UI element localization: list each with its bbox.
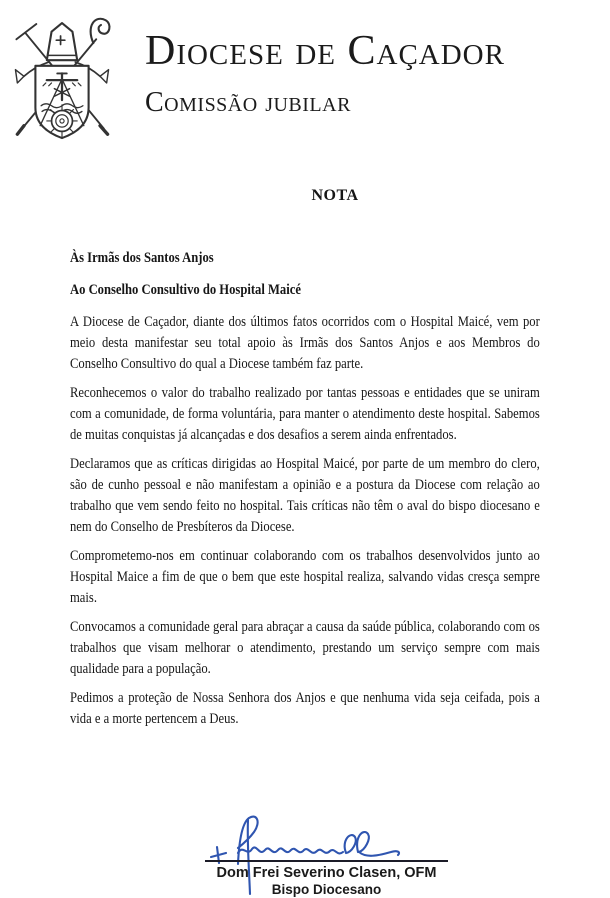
nota-heading: NOTA: [311, 187, 359, 204]
page-title: Diocese de Caçador: [145, 28, 505, 74]
paragraph: Comprometemo-nos em continuar colaborando com os trabalhos desenvolvidos junto ao Hospital Maice a fim de que o bem que este hospital realiza, salvando vidas cresça sempre mais.: [70, 548, 540, 606]
letterhead: [5, 8, 505, 156]
addressee-line: Ao Conselho Consultivo do Hospital Maicé: [70, 282, 301, 298]
paragraph: A Diocese de Caçador, diante dos últimos fatos ocorridos com o Hospital Maicé, vem por meio desta manifestar seu total apoio às Irmãs dos Santos Anjos e aos Membros do Conselho Consultivo do qual a Diocese também faz parte.: [70, 314, 540, 372]
addressee-line: Às Irmãs dos Santos Anjos: [70, 250, 214, 266]
paragraph: Pedimos a proteção de Nossa Senhora dos Anjos e que nenhuma vida seja ceifada, pois a vida e a morte pertencem a Deus.: [70, 690, 540, 727]
signatory-name: Dom Frei Severino Clasen, OFM: [216, 865, 437, 881]
paragraph: Reconhecemos o valor do trabalho realizado por tantas pessoas e entidades que se uniram com a comunidade, de forma voluntária, para manter o atendimento deste hospital. Sabemos de muitas conquistas já alcançadas e dos desafios a serem ainda enfrentados.: [70, 385, 540, 443]
episcopal-coat-of-arms-icon: [5, 8, 119, 156]
page-subtitle: Comissão jubilar: [145, 87, 351, 119]
signature-block: [205, 812, 448, 898]
letter-body: [70, 248, 540, 738]
letterhead-titles: [145, 8, 505, 156]
handwritten-signature-icon: [205, 812, 448, 864]
signatory-role: Bispo Diocesano: [271, 882, 382, 897]
paragraph: Declaramos que as críticas dirigidas ao Hospital Maicé, por parte de um membro do clero, são de cunho pessoal e não manifestam a opinião e a postura da Diocese com relação ao trabalho que vem sendo feito no hospital. Tais críticas não têm o aval do bispo diocesano e nem do Conselho de Presbíteros da Diocese.: [70, 456, 540, 535]
paragraph: Convocamos a comunidade geral para abraçar a causa da saúde pública, colaborando com os trabalhos que visam melhorar o atendimento, prestando um serviço sempre com mais qualidade para a população.: [70, 619, 540, 677]
